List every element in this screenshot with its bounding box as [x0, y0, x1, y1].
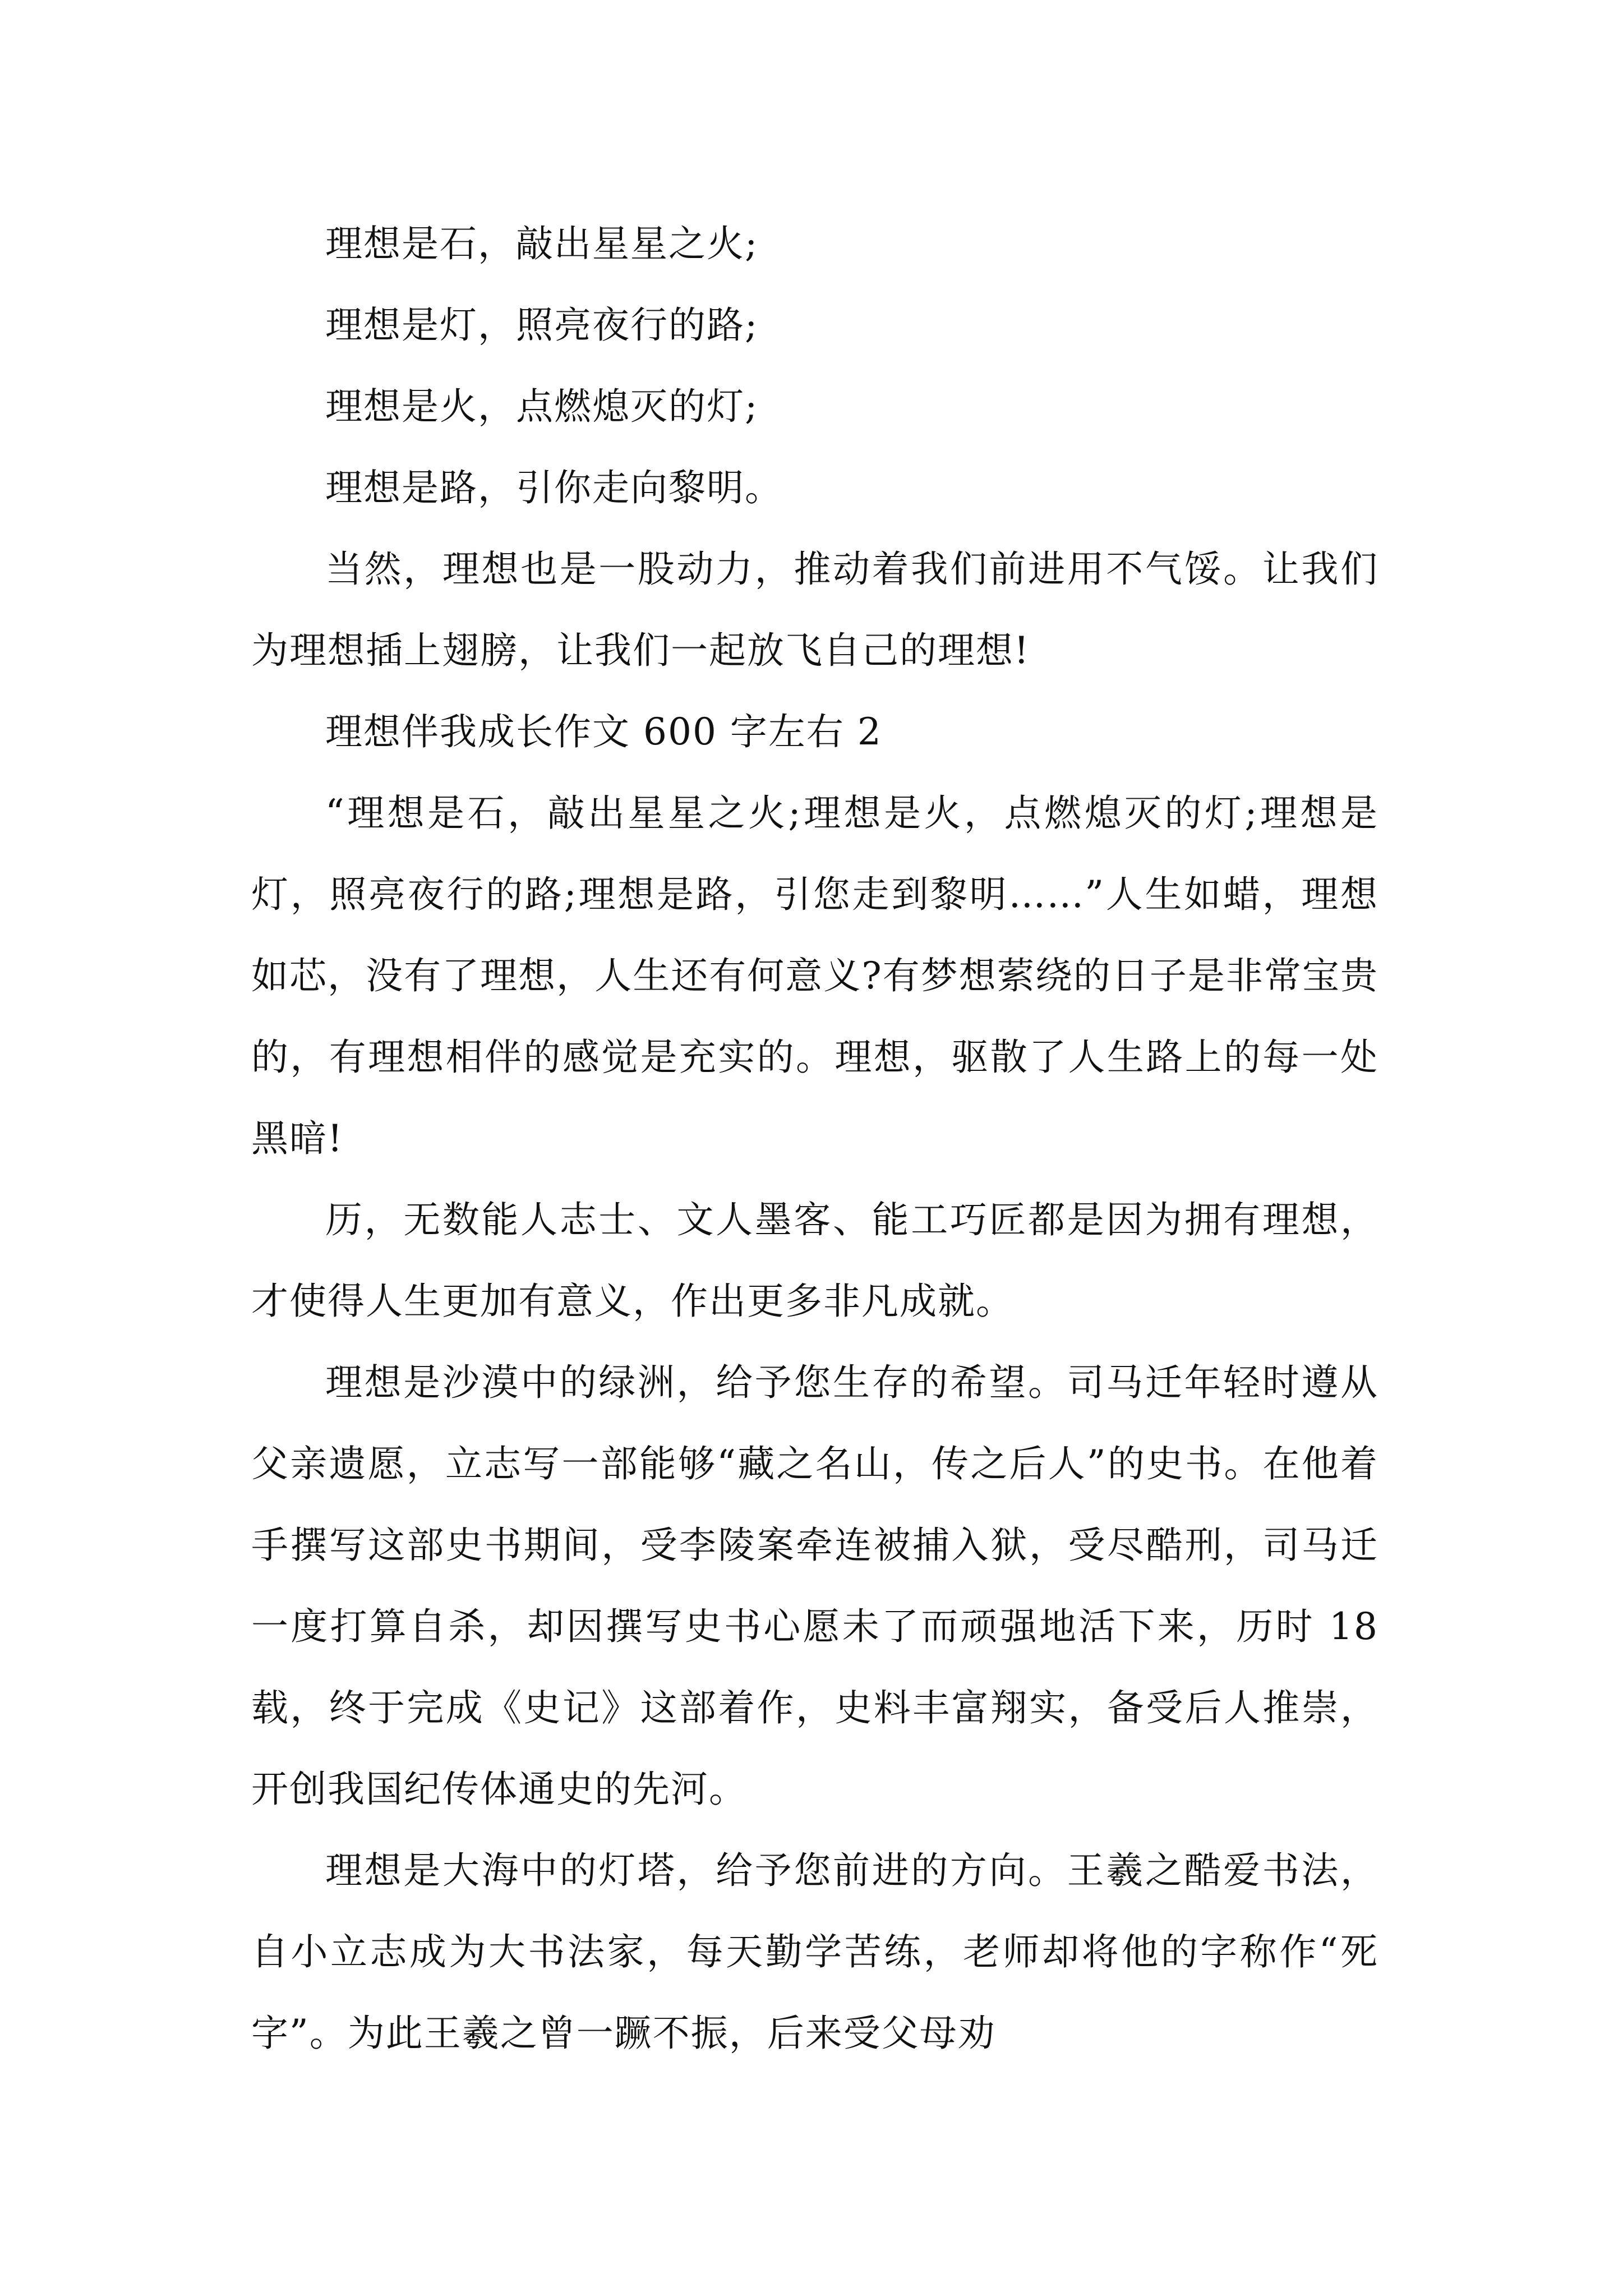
paragraph: 理想是石，敲出星星之火;: [325, 222, 759, 265]
paragraph: 理想是沙漠中的绿洲，给予您生存的希望。司马迁年轻时遵从父亲遗愿，立志写一部能够“藏之名山，传之后人”的史书。在他着手撰写这部史书期间，受李陵案牵连被捕入狱，受尽酷刑，司马迁一度打算自杀，却因撰写史书心愿未了而顽强地活下来，历时 18 载，终于完成《史记》这部着作，史料丰富翔实，备受后人推崇，开创我国纪传体通史的先河。: [251, 1361, 1378, 1811]
document-body: [251, 203, 1378, 2074]
paragraph: 理想是灯，照亮夜行的路;: [325, 303, 759, 347]
paragraph: “理想是石，敲出星星之火;理想是火，点燃熄灭的灯;理想是灯，照亮夜行的路;理想是路，引您走到黎明……”人生如蜡，理想如芯，没有了理想，人生还有何意义?有梦想萦绕的日子是非常宝贵的，有理想相伴的感觉是充实的。理想，驱散了人生路上的每一处黑暗!: [251, 792, 1378, 1160]
paragraph: 历，无数能人志士、文人墨客、能工巧匠都是因为拥有理想，才使得人生更加有意义，作出更多非凡成就。: [251, 1198, 1378, 1323]
paragraph: 理想是大海中的灯塔，给予您前进的方向。王羲之酷爱书法，自小立志成为大书法家，每天勤学苦练，老师却将他的字称作“死字”。为此王羲之曾一蹶不振，后来受父母劝: [251, 1849, 1378, 2055]
paragraph: 理想是火，点燃熄灭的灯;: [325, 385, 759, 428]
paragraph: 理想是路，引你走向黎明。: [325, 466, 783, 509]
section-heading: 理想伴我成长作文 600 字左右 2: [325, 710, 882, 753]
paragraph: 当然，理想也是一股动力，推动着我们前进用不气馁。让我们为理想插上翅膀，让我们一起放飞自己的理想!: [251, 547, 1378, 672]
